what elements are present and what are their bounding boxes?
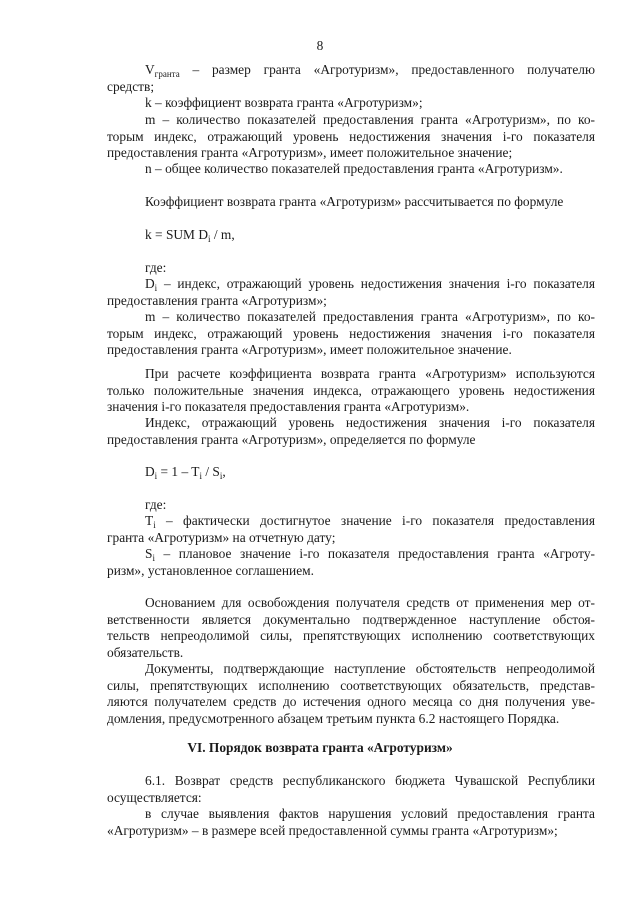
text-line: Индекс, отражающий уровень недостижения значения i-го показателя (145, 415, 595, 430)
text-line: торым индекс, отражающий уровень недостижения значения i-го показателя (107, 128, 595, 144)
subscript: гранта (154, 69, 180, 79)
text-line: осуществляется: (107, 789, 202, 805)
text-line: значения i-го показателя предоставления гранта «Агротуризм». (107, 399, 470, 415)
formula: k = SUM $D_i$ / m, (145, 227, 235, 244)
paragraph-positive-values (107, 366, 595, 416)
text-line: предоставления гранта «Агротуризм», определяется по формуле (107, 431, 476, 447)
text-line: k – коэффициент возврата гранта «Агротуризм»; (145, 95, 423, 110)
paragraph-6-1 (107, 773, 595, 806)
section-heading: VI. Порядок возврата гранта «Агротуризм» (187, 740, 453, 755)
text-line: торым индекс, отражающий уровень недостижения значения i-го показателя (107, 325, 595, 341)
formula-k (107, 227, 595, 244)
text-line: в случае выявления фактов нарушения условий предоставления гранта (145, 806, 595, 821)
text-line: $T_i$ – фактически достигнутое значение i-го показателя предоставления (145, 513, 595, 530)
definition-v-grant (107, 62, 595, 95)
text-line: $S_i$ – плановое значение i-го показателя предоставления гранта «Агроту- (145, 546, 595, 563)
definition-di (107, 276, 595, 309)
text-line: n – общее количество показателей предоставления гранта «Агротуризм». (145, 161, 563, 176)
text-line: где: (145, 497, 167, 512)
text-line: m – количество показателей предоставления гранта «Агротуризм», по ко- (145, 309, 595, 324)
text-line: 6.1. Возврат средств республиканского бюджета Чувашской Республики (145, 773, 595, 788)
where-label-1 (107, 260, 595, 277)
text-line: «Агротуризм» – в размере всей предоставленной суммы гранта «Агротуризм»; (107, 822, 558, 838)
text-line: тельств непреодолимой силы, препятствующих исполнению соответствующих (107, 628, 595, 644)
page-number: 8 (316, 38, 324, 53)
text-line: предоставления гранта «Агротуризм», имеет положительное значение; (107, 145, 513, 161)
formula: $D_i = 1 - T_i / S_i$, (145, 464, 226, 481)
text-line: гранта «Агротуризм» на отчетную дату; (107, 529, 336, 545)
text-line: предоставления гранта «Агротуризм»; (107, 292, 327, 308)
paragraph-documents (107, 661, 595, 727)
paragraph-force-majeure (107, 595, 595, 661)
coefficient-intro (107, 194, 595, 211)
text: – размер гранта «Агротуризм», предоставленного получателю (179, 62, 595, 77)
definition-ti (107, 513, 595, 546)
where-label-2 (107, 497, 595, 514)
text-line: средств; (107, 78, 155, 94)
text-line: m – количество показателей предоставления гранта «Агротуризм», по ко- (145, 112, 595, 127)
text-line: силы, препятствующих исполнению соответствующих обязательств, представ- (107, 677, 595, 693)
formula-di (107, 464, 595, 481)
paragraph-violation (107, 806, 595, 839)
text-line: ветственности является документально подтвержденное наступление обстоя- (107, 611, 595, 627)
text-line: предоставления гранта «Агротуризм», имеет положительное значение. (107, 342, 512, 358)
definition-m-2 (107, 309, 595, 359)
text-line (107, 62, 595, 79)
variable: V (145, 62, 155, 77)
paragraph-index-formula-intro (107, 415, 595, 448)
text-line: ризм», установленное соглашением. (107, 562, 314, 578)
definition-k (107, 95, 595, 112)
text-line: где: (145, 260, 167, 275)
text-line: домления, предусмотренного абзацем третьим пункта 6.2 настоящего Порядка. (107, 710, 560, 726)
definition-n (107, 161, 595, 178)
text-line: ляются получателем средств до истечения одного месяца со дня получения уве- (107, 694, 595, 710)
text-line: $D_i$ – индекс, отражающий уровень недостижения значения i-го показателя (145, 276, 595, 293)
definition-si (107, 546, 595, 579)
text-line: только положительные значения индекса, отражающего уровень недостижения (107, 382, 595, 398)
text-line: При расчете коэффициента возврата гранта «Агротуризм» используются (145, 366, 595, 381)
text-line: Коэффициент возврата гранта «Агротуризм» рассчитывается по формуле (145, 194, 564, 209)
text-line: обязательств. (107, 644, 184, 660)
text-line: Документы, подтверждающие наступление обстоятельств непреодолимой (145, 661, 595, 676)
text-line: Основанием для освобождения получателя средств от применения мер от- (145, 595, 595, 610)
definition-m (107, 112, 595, 162)
